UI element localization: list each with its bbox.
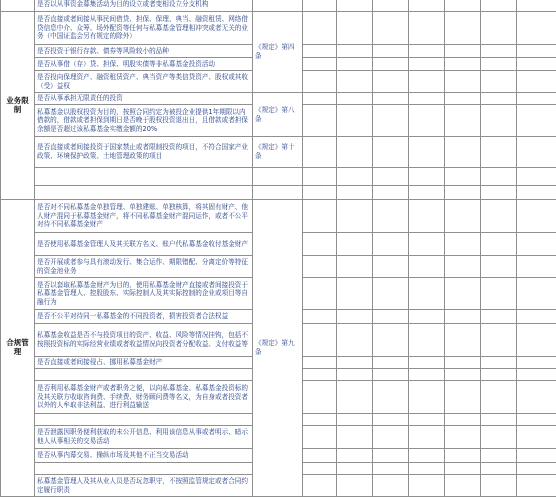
- reference-cell: 《规定》第八条: [253, 93, 303, 137]
- empty-cell: [373, 463, 409, 475]
- empty-cell: [337, 105, 373, 137]
- empty-cell: [337, 233, 373, 256]
- empty-cell: [481, 0, 517, 12]
- empty-cell: [303, 137, 337, 168]
- empty-cell: [337, 137, 373, 168]
- empty-cell: [445, 324, 481, 357]
- empty-cell: [409, 414, 445, 426]
- empty-cell: [445, 200, 481, 233]
- empty-cell: [337, 0, 373, 12]
- check-item: 是否直接或者间接从事民间借贷、担保、保理、典当、融资租赁、网络借贷信息中介、众筹、场外配资等任何与私募基金管理相冲突或者无关的业务（中国证监会另有规定的除外）: [35, 12, 253, 45]
- empty-cell: [517, 310, 556, 324]
- reference-cell: 《规定》第九条: [253, 200, 303, 497]
- empty-cell: [409, 475, 445, 497]
- empty-cell: [517, 449, 556, 463]
- empty-cell: [445, 426, 481, 449]
- empty-cell: [481, 369, 517, 381]
- empty-cell: [337, 278, 373, 310]
- empty-cell: [373, 449, 409, 463]
- empty-cell: [337, 381, 373, 414]
- check-item: 是否从事承担无限责任的投资: [35, 93, 253, 105]
- empty-cell: [481, 233, 517, 256]
- empty-cell: [337, 369, 373, 381]
- check-item: 是否使用私募基金管理人及其关联方名义、账户代私募基金收付基金财产: [35, 233, 253, 256]
- empty-cell: [409, 278, 445, 310]
- empty-cell: [303, 58, 337, 71]
- empty-cell: [409, 463, 445, 475]
- empty-cell: [373, 12, 409, 45]
- empty-cell: [35, 168, 253, 186]
- check-item: 是否直接或者间接侵占、挪用私募基金财产: [35, 357, 253, 369]
- empty-cell: [445, 58, 481, 71]
- empty-cell: [303, 324, 337, 357]
- empty-cell: [373, 200, 409, 233]
- check-item: 是否开展或者参与具有滚动发行、集合运作、期限错配、分离定价等特征的资金池业务: [35, 256, 253, 278]
- empty-cell: [517, 45, 556, 58]
- empty-cell: [303, 0, 337, 12]
- empty-cell: [409, 12, 445, 45]
- empty-cell: [517, 256, 556, 278]
- empty-cell: [445, 168, 481, 186]
- check-item: 是否不公平对待同一私募基金的不同投资者，损害投资者合法权益: [35, 310, 253, 324]
- empty-cell: [481, 310, 517, 324]
- empty-cell: [303, 357, 337, 369]
- empty-cell: [517, 105, 556, 137]
- empty-cell: [481, 463, 517, 475]
- empty-cell: [481, 449, 517, 463]
- empty-cell: [373, 137, 409, 168]
- empty-cell: [445, 310, 481, 324]
- empty-cell: [517, 463, 556, 475]
- empty-cell: [409, 310, 445, 324]
- empty-cell: [445, 93, 481, 105]
- empty-cell: [445, 71, 481, 93]
- empty-cell: [337, 357, 373, 369]
- empty-cell: [445, 137, 481, 168]
- empty-cell: [445, 357, 481, 369]
- empty-cell: [481, 45, 517, 58]
- empty-cell: [373, 426, 409, 449]
- empty-cell: [337, 45, 373, 58]
- table-row: [1, 168, 556, 186]
- empty-cell: [303, 71, 337, 93]
- check-item: 是否从事借（存）贷、担保、明股实债等非私募基金投资活动: [35, 58, 253, 71]
- empty-cell: [373, 278, 409, 310]
- empty-cell: [337, 324, 373, 357]
- empty-cell: [481, 475, 517, 497]
- empty-cell: [373, 105, 409, 137]
- empty-cell: [445, 475, 481, 497]
- category-business-restrictions: 业务限制: [1, 12, 35, 200]
- empty-cell: [337, 71, 373, 93]
- empty-cell: [517, 200, 556, 233]
- empty-cell: [303, 93, 337, 105]
- empty-cell: [303, 369, 337, 381]
- table-row: [1, 0, 556, 12]
- empty-cell: [373, 310, 409, 324]
- empty-cell: [337, 463, 373, 475]
- empty-cell: [445, 369, 481, 381]
- empty-cell: [373, 414, 409, 426]
- empty-cell: [373, 357, 409, 369]
- empty-cell: [337, 449, 373, 463]
- empty-cell: [373, 45, 409, 58]
- empty-cell: [517, 475, 556, 497]
- empty-cell: [409, 71, 445, 93]
- empty-cell: [517, 168, 556, 186]
- empty-cell: [481, 186, 517, 200]
- empty-cell: [445, 0, 481, 12]
- empty-cell: [445, 463, 481, 475]
- empty-cell: [481, 256, 517, 278]
- table-row: [1, 200, 556, 233]
- empty-cell: [481, 324, 517, 357]
- check-item: 是否以套取私募基金财产为目的，使用私募基金财产直接或者间接投资于私募基金管理人、控股股东、实际控制人及其实际控制的企业或项目等自融行为: [35, 278, 253, 310]
- check-item: 私募基金收益是否不与投资项目的资产、收益、风险等情况挂钩，包括不按照投资标的实际经营业绩或者收益情况向投资者分配收益、支付收益等: [35, 324, 253, 357]
- empty-cell: [409, 449, 445, 463]
- empty-cell: [409, 369, 445, 381]
- empty-cell: [303, 278, 337, 310]
- empty-cell: [337, 186, 373, 200]
- empty-cell: [517, 278, 556, 310]
- empty-cell: [303, 200, 337, 233]
- empty-cell: [303, 105, 337, 137]
- empty-cell: [445, 449, 481, 463]
- empty-cell: [409, 186, 445, 200]
- empty-cell: [517, 369, 556, 381]
- empty-cell: [337, 475, 373, 497]
- empty-cell: [445, 12, 481, 45]
- empty-cell: [409, 357, 445, 369]
- empty-cell: [409, 256, 445, 278]
- empty-cell: [445, 105, 481, 137]
- empty-cell: [409, 381, 445, 414]
- empty-cell: [481, 357, 517, 369]
- empty-cell: [517, 426, 556, 449]
- empty-cell: [409, 105, 445, 137]
- empty-cell: [481, 93, 517, 105]
- table-row: [1, 137, 556, 168]
- check-item: 是否从事内幕交易、操纵市场及其他不正当交易活动: [35, 449, 253, 463]
- check-item: 是否泄露因职务便利获取的未公开信息、利用该信息从事或者明示、暗示他人从事相关的交易活动: [35, 426, 253, 449]
- empty-cell: [337, 12, 373, 45]
- table-row: [1, 186, 556, 200]
- check-item: 是否投资于银行存款、债券等风险较小的品种: [35, 45, 253, 58]
- empty-cell: [373, 168, 409, 186]
- empty-cell: [517, 186, 556, 200]
- empty-cell: [253, 186, 303, 200]
- empty-cell: [337, 310, 373, 324]
- empty-cell: [517, 357, 556, 369]
- empty-cell: [35, 463, 253, 475]
- empty-cell: [517, 58, 556, 71]
- empty-cell: [445, 414, 481, 426]
- empty-cell: [409, 168, 445, 186]
- empty-cell: [303, 233, 337, 256]
- table-row: [1, 12, 556, 45]
- empty-cell: [517, 0, 556, 12]
- empty-cell: [303, 186, 337, 200]
- reference-cell: 《规定》第十条: [253, 137, 303, 168]
- empty-cell: [517, 137, 556, 168]
- check-item: 是否以从事资金募集活动为目的设立或者变相设立分支机构: [35, 0, 253, 12]
- empty-cell: [373, 58, 409, 71]
- check-item: 是否直接或者间接投资于国家禁止或者限制投资的项目，不符合国家产业政策、环境保护政策、土地管理政策的项目: [35, 137, 253, 168]
- empty-cell: [373, 233, 409, 256]
- empty-cell: [481, 426, 517, 449]
- empty-cell: [303, 310, 337, 324]
- empty-cell: [409, 426, 445, 449]
- empty-cell: [337, 58, 373, 71]
- empty-cell: [409, 233, 445, 256]
- empty-cell: [409, 0, 445, 12]
- empty-cell: [481, 381, 517, 414]
- empty-cell: [481, 200, 517, 233]
- empty-cell: [517, 324, 556, 357]
- empty-cell: [481, 58, 517, 71]
- empty-cell: [481, 71, 517, 93]
- empty-cell: [445, 186, 481, 200]
- empty-cell: [303, 12, 337, 45]
- reference-cell: 《规定》第四条: [253, 12, 303, 93]
- category-compliance-management: 合规管理: [1, 200, 35, 497]
- empty-cell: [373, 71, 409, 93]
- empty-cell: [409, 58, 445, 71]
- empty-cell: [517, 71, 556, 93]
- empty-cell: [303, 463, 337, 475]
- empty-cell: [373, 369, 409, 381]
- empty-cell: [303, 381, 337, 414]
- empty-cell: [303, 449, 337, 463]
- empty-cell: [337, 93, 373, 105]
- empty-cell: [373, 381, 409, 414]
- empty-cell: [35, 414, 253, 426]
- empty-cell: [445, 45, 481, 58]
- empty-cell: [481, 105, 517, 137]
- empty-cell: [35, 186, 253, 200]
- empty-cell: [303, 426, 337, 449]
- check-item: 是否利用私募基金财产或者职务之便，以向私募基金、私募基金投资标的及其关联方收取咨询费、手续费、财务顾问费等名义，为自身或者投资者以外的人牟取非法利益、进行利益输送: [35, 381, 253, 414]
- check-item: 私募基金管理人及其从业人员是否玩忽职守，不按照监管规定或者合同约定履行职责: [35, 475, 253, 497]
- empty-cell: [445, 233, 481, 256]
- empty-cell: [517, 12, 556, 45]
- empty-cell: [373, 475, 409, 497]
- empty-cell: [373, 256, 409, 278]
- empty-cell: [445, 381, 481, 414]
- empty-cell: [337, 256, 373, 278]
- empty-cell: [35, 369, 253, 381]
- check-item: 是否对不同私募基金单独管理、单独建账、单独核算，将其固有财产、他人财产混同于私募基金财产，将不同私募基金财产混同运作，或者不公平对待不同私募基金财产: [35, 200, 253, 233]
- empty-cell: [409, 45, 445, 58]
- empty-cell: [373, 186, 409, 200]
- empty-cell: [409, 200, 445, 233]
- table-row: [1, 93, 556, 105]
- empty-cell: [445, 256, 481, 278]
- empty-cell: [481, 278, 517, 310]
- empty-cell: [253, 168, 303, 186]
- empty-cell: [337, 168, 373, 186]
- empty-cell: [303, 45, 337, 58]
- empty-cell: [481, 414, 517, 426]
- empty-cell: [303, 256, 337, 278]
- empty-cell: [303, 475, 337, 497]
- empty-cell: [373, 93, 409, 105]
- reference-cell: [253, 0, 303, 12]
- empty-cell: [481, 168, 517, 186]
- empty-cell: [445, 278, 481, 310]
- category-cell: [1, 0, 35, 12]
- empty-cell: [337, 414, 373, 426]
- empty-cell: [517, 93, 556, 105]
- empty-cell: [373, 324, 409, 357]
- empty-cell: [517, 381, 556, 414]
- empty-cell: [337, 200, 373, 233]
- check-item: 私募基金以股权投资为目的，按照合同约定为被投企业提供1年期限以内借款的，借款或者担保到期日是否晚于股权投资退出日，且借款或者担保余额是否超过该私募基金实缴金额的20%: [35, 105, 253, 137]
- empty-cell: [373, 0, 409, 12]
- empty-cell: [409, 137, 445, 168]
- empty-cell: [517, 233, 556, 256]
- empty-cell: [337, 426, 373, 449]
- empty-cell: [481, 137, 517, 168]
- empty-cell: [303, 414, 337, 426]
- empty-cell: [409, 93, 445, 105]
- check-item: 是否投向保理资产、融资租赁资产、典当资产等类信贷资产、股权或其收（受）益权: [35, 71, 253, 93]
- empty-cell: [517, 414, 556, 426]
- empty-cell: [481, 12, 517, 45]
- empty-cell: [303, 168, 337, 186]
- empty-cell: [409, 324, 445, 357]
